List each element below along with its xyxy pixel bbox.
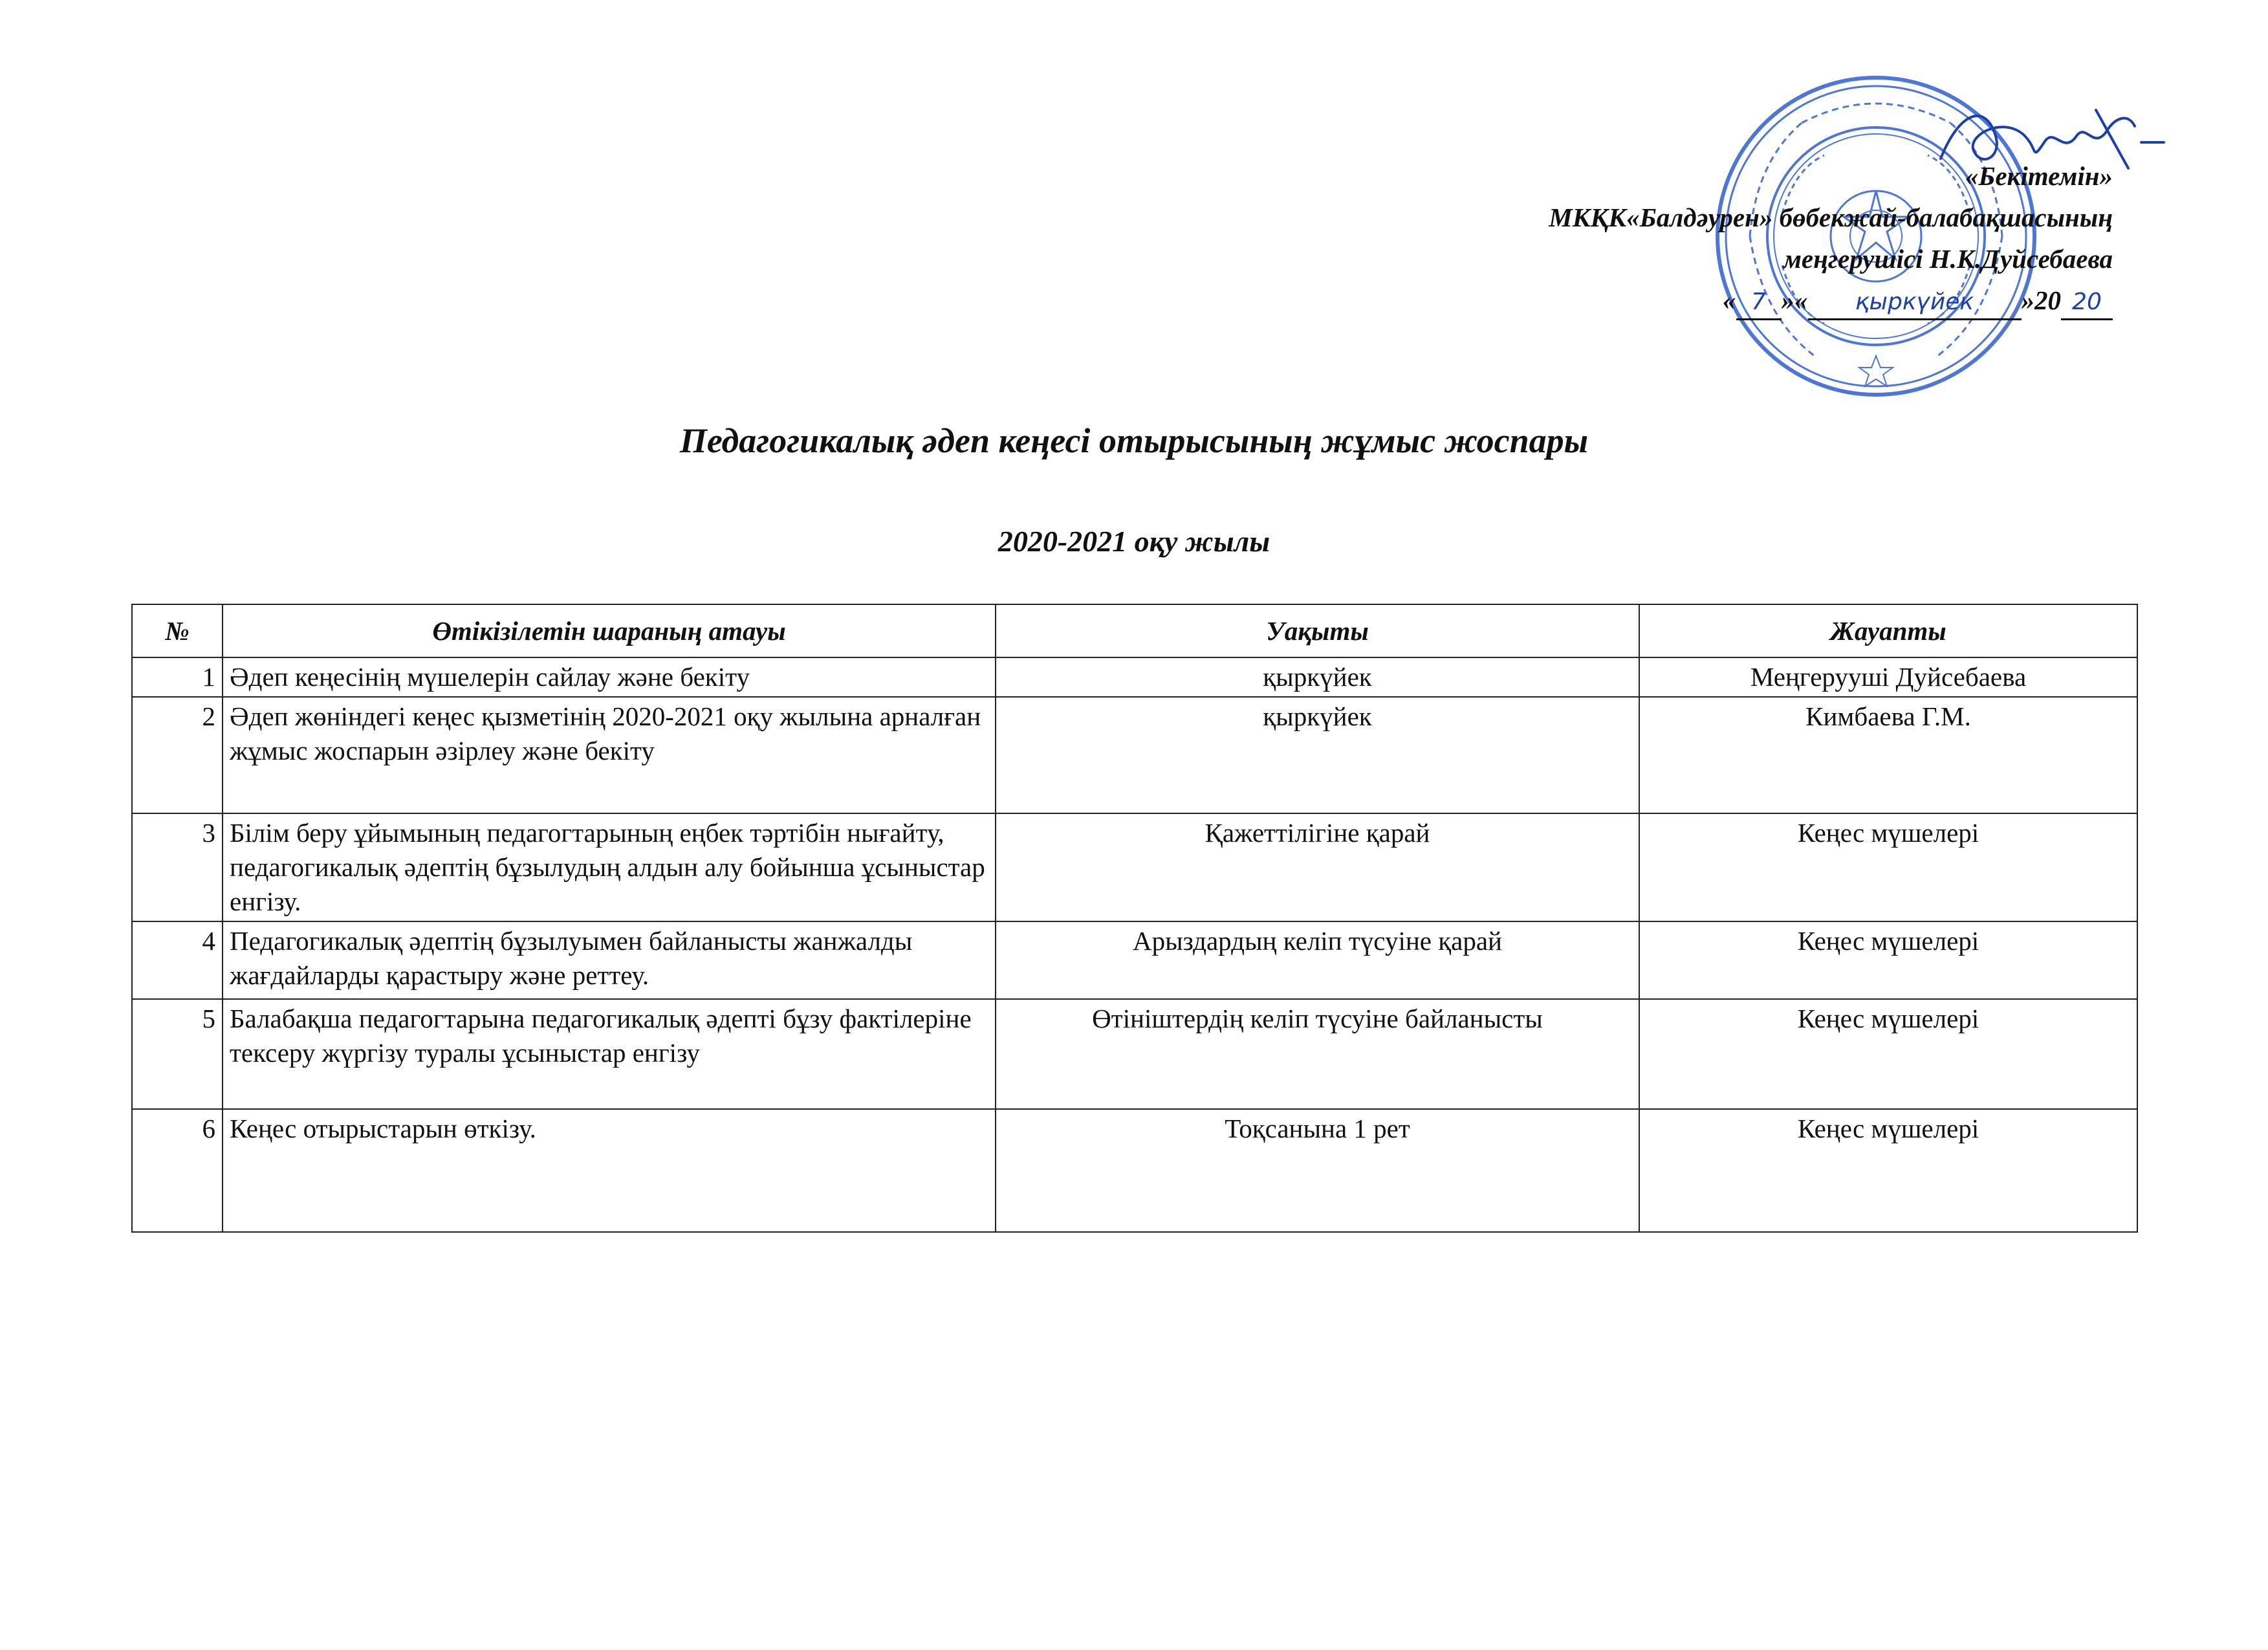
row-time: Тоқсанына 1 рет — [996, 1109, 1639, 1232]
row-time: Өтініштердің келіп түсуіне байланысты — [996, 999, 1639, 1109]
date-year: 20 — [2061, 286, 2113, 320]
row-event: Балабақша педагогтарына педагогикалық әдепті бұзу фактілеріне тексеру жүргізу туралы ұсыныстар енгізу — [223, 999, 996, 1109]
row-number: 2 — [132, 697, 223, 813]
row-event: Педагогикалық әдептің бұзылуымен байланысты жанжалды жағдайларды қарастыру және реттеу. — [223, 921, 996, 999]
row-time: қыркүйек — [996, 657, 1639, 697]
row-time: қыркүйек — [996, 697, 1639, 813]
row-number: 5 — [132, 999, 223, 1109]
row-responsible: Кимбаева Г.М. — [1639, 697, 2137, 813]
row-responsible: Меңгерууші Дуйсебаева — [1639, 657, 2137, 697]
signature — [1934, 97, 2167, 181]
row-time: Арыздардың келіп түсуіне қарай — [996, 921, 1639, 999]
row-event: Кеңес отырыстарын өткізу. — [223, 1109, 996, 1232]
approval-organization: МКҚК«Балдәурен» бөбекжай-балабақшасының — [1549, 203, 2113, 232]
work-plan-table — [131, 604, 2138, 1233]
date-day: 7 — [1736, 286, 1782, 320]
table-row — [132, 657, 2137, 697]
row-event: Әдеп жөніндегі кеңес қызметінің 2020-2021 оқу жылына арналған жұмыс жоспарын әзірлеу және бекіту — [223, 697, 996, 813]
document-title: Педагогикалық әдеп кеңесі отырысының жұмыс жоспары — [679, 421, 1589, 460]
date-mid-quote: »« — [1781, 285, 1808, 315]
table-header-row — [132, 604, 2137, 657]
column-header-responsible: Жауапты — [1639, 604, 2137, 657]
column-header-time: Уақыты — [996, 604, 1639, 657]
row-number: 3 — [132, 813, 223, 921]
row-responsible: Кеңес мүшелері — [1639, 1109, 2137, 1232]
approval-date — [1207, 280, 2113, 321]
date-open-quote: « — [1723, 285, 1736, 315]
row-time: Қажеттілігіне қарай — [996, 813, 1639, 921]
table-row — [132, 921, 2137, 999]
date-month: қыркүйек — [1808, 286, 2022, 320]
table-row — [132, 1109, 2137, 1232]
date-year-prefix: »20 — [2021, 285, 2061, 315]
column-header-number: № — [132, 604, 223, 657]
row-event: Әдеп кеңесінің мүшелерін сайлау және бекіту — [223, 657, 996, 697]
row-event: Білім беру ұйымының педагогтарының еңбек тәртібін нығайту, педагогикалық әдептің бұзылудың алдын алу бойынша ұсыныстар енгізу. — [223, 813, 996, 921]
row-responsible: Кеңес мүшелері — [1639, 921, 2137, 999]
row-responsible: Кеңес мүшелері — [1639, 999, 2137, 1109]
row-number: 6 — [132, 1109, 223, 1232]
row-number: 4 — [132, 921, 223, 999]
approval-label: «Бекітемін» — [1965, 161, 2113, 191]
column-header-event: Өтікізілетін шараның атауы — [223, 604, 996, 657]
row-number: 1 — [132, 657, 223, 697]
table-row — [132, 813, 2137, 921]
table-row — [132, 999, 2137, 1109]
approval-head: меңгерушісі Н.К.Дуйсебаева — [1783, 244, 2113, 274]
document-subtitle: 2020-2021 оқу жылы — [998, 525, 1270, 558]
row-responsible: Кеңес мүшелері — [1639, 813, 2137, 921]
table-row — [132, 697, 2137, 813]
